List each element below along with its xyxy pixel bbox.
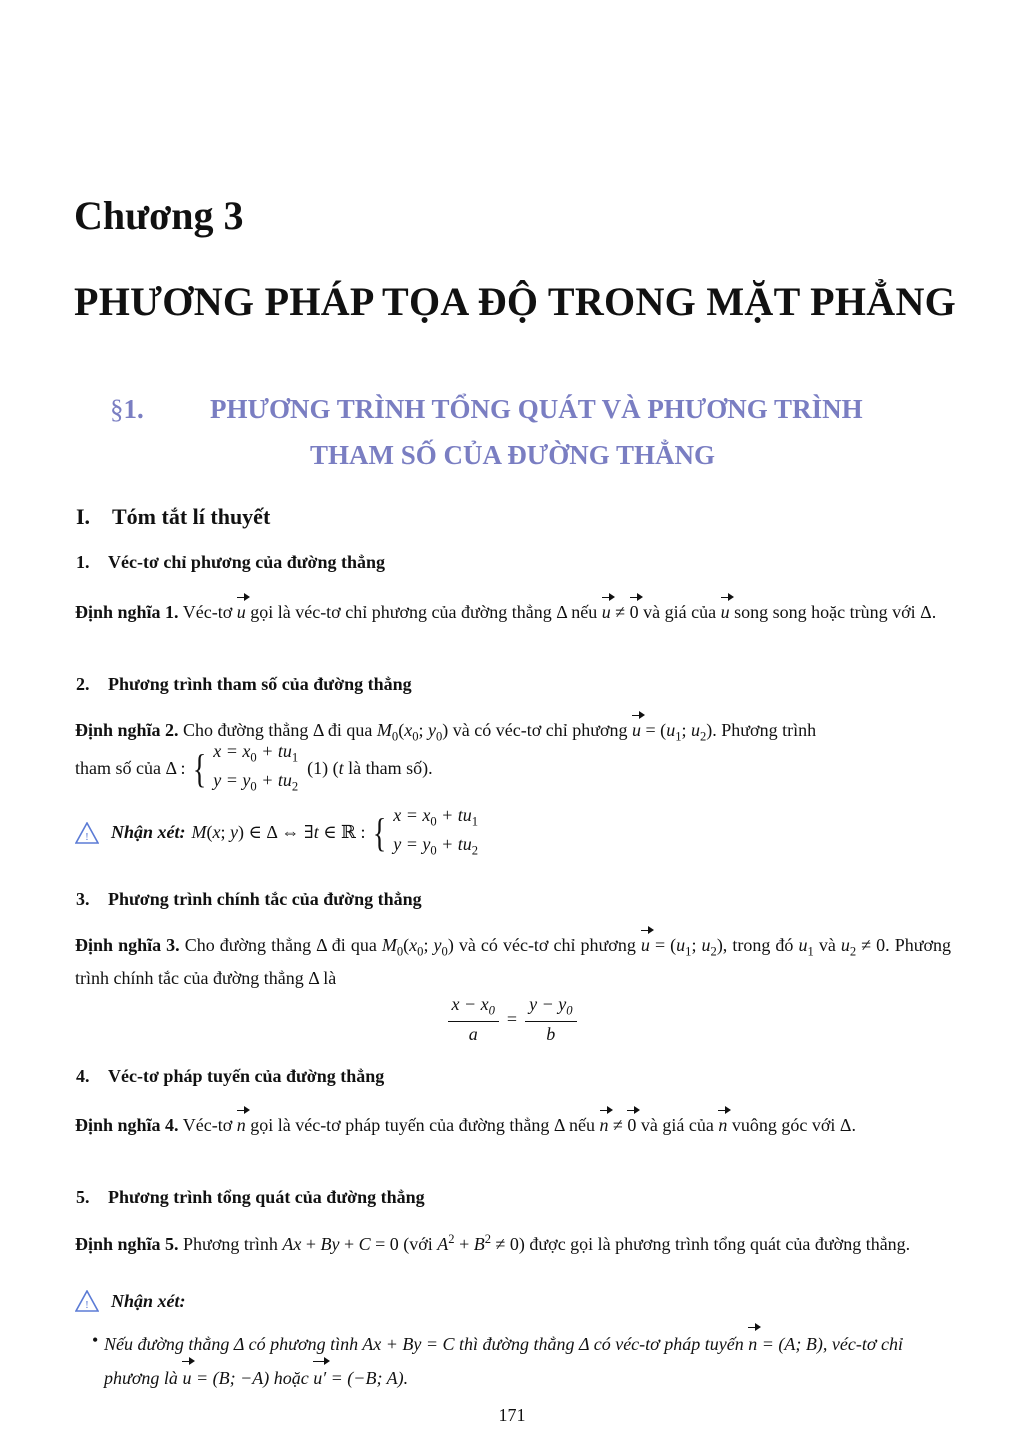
definition-label: Định nghĩa 4. [75, 1115, 179, 1135]
warning-icon [75, 822, 99, 844]
definition-3: Định nghĩa 3. Cho đường thẳng Δ đi qua $M_0(x_0$; $y_0$) và có véc-tơ chỉ phương $u = (u_1$; $u_2$), trong đó $u_1$ và $u_2 \ne 0$. Phương trình chính tắc của đường thẳng Δ là [75, 928, 951, 991]
subsection-heading: 5. Phương trình tổng quát của đường thẳng [76, 1187, 425, 1207]
parametric-equation: tham số của Δ : { $x = x_0 + tu_1$ $y = y_0 + tu_2$ (1) (t là tham số). [75, 741, 433, 794]
svg-text:!: ! [85, 1299, 89, 1311]
remark-1: ! Nhận xét: M(x; y) ∈ Δ ⇔ ∃t ∈ ℝ : { $x = x_0 + tu_1$ $y = y_0 + tu_2$ [75, 804, 478, 861]
subsection-heading: 4. Véc-tơ pháp tuyến của đường thẳng [76, 1066, 385, 1086]
subsection-heading: 1. Véc-tơ chỉ phương của đường thẳng [76, 552, 386, 572]
page-number: 171 [498, 1405, 526, 1425]
chapter-number: Chương 3 [74, 193, 244, 238]
subsection-heading: 3. Phương trình chính tắc của đường thẳng [76, 889, 422, 909]
definition-label: Định nghĩa 3. [75, 935, 180, 955]
section-number: §1. [110, 394, 144, 424]
definition-label: Định nghĩa 5. [75, 1234, 179, 1254]
subsection-heading: 2. Phương trình tham số của đường thẳng [76, 674, 412, 694]
warning-icon [75, 1290, 99, 1312]
definition-5: Định nghĩa 5. Phương trình Ax + By + C = 0 (với $A^2 + B^2 \ne 0$) được gọi là phương trình tổng quát của đường thẳng. [75, 1232, 911, 1254]
remark-2: ! Nhận xét: [75, 1290, 192, 1312]
remark-bullet: • Nếu đường thẳng Δ có phương tình Ax + By = C thì đường thẳng Δ có véc-tơ pháp tuyến n = (A; B), véc-tơ chỉ phương là u = (B; −A) hoặc u′ = (−B; A). [104, 1325, 954, 1393]
section-title-line1: PHƯƠNG TRÌNH TỔNG QUÁT VÀ PHƯƠNG TRÌNH [210, 394, 863, 424]
definition-2: Định nghĩa 2. Cho đường thẳng Δ đi qua $M_0(x_0$; $y_0$) và có véc-tơ chỉ phương $u = (u_1$; $u_2$). Phương trình [75, 713, 951, 750]
definition-4: Định nghĩa 4. Véc-tơ n gọi là véc-tơ pháp tuyến của đường thẳng Δ nếu n ≠ 0 và giá của n vuông góc với Δ. [75, 1108, 951, 1138]
svg-text:!: ! [85, 830, 89, 843]
canonical-equation: $\frac{x - x_0}{a}$ = $\frac{y - y_0}{b}$ [0, 994, 1024, 1045]
section-title-line2: THAM SỐ CỦA ĐƯỜNG THẲNG [310, 440, 716, 470]
definition-label: Định nghĩa 1. [75, 602, 179, 622]
part-heading: I. Tóm tắt lí thuyết [76, 504, 271, 529]
definition-label: Định nghĩa 2. [75, 720, 179, 740]
chapter-title: PHƯƠNG PHÁP TỌA ĐỘ TRONG MẶT PHẲNG [74, 279, 957, 324]
definition-1: Định nghĩa 1. Véc-tơ u gọi là véc-tơ chỉ phương của đường thẳng Δ nếu u ≠ 0 và giá của u song song hoặc trùng với Δ. [75, 595, 951, 625]
